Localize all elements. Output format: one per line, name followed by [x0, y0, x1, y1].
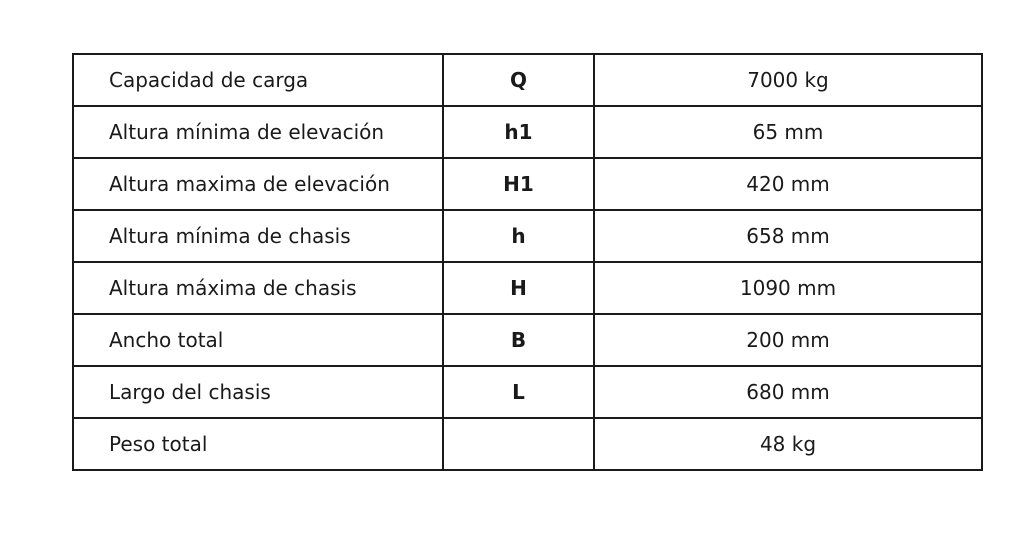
spec-label: Ancho total: [73, 314, 443, 366]
table-row: [73, 106, 982, 158]
table-row: [73, 418, 982, 470]
spec-value: 7000 kg: [594, 54, 982, 106]
spec-value: 658 mm: [594, 210, 982, 262]
spec-label: Peso total: [73, 418, 443, 470]
spec-label: Largo del chasis: [73, 366, 443, 418]
spec-symbol: B: [443, 314, 594, 366]
table-row: [73, 158, 982, 210]
spec-value: 65 mm: [594, 106, 982, 158]
spec-symbol: H: [443, 262, 594, 314]
spec-label: Capacidad de carga: [73, 54, 443, 106]
spec-symbol: Q: [443, 54, 594, 106]
spec-value: 200 mm: [594, 314, 982, 366]
spec-value: 1090 mm: [594, 262, 982, 314]
spec-symbol: [443, 418, 594, 470]
table-row: [73, 366, 982, 418]
table-row: [73, 314, 982, 366]
spec-symbol: h1: [443, 106, 594, 158]
spec-label: Altura mínima de elevación: [73, 106, 443, 158]
spec-label: Altura máxima de chasis: [73, 262, 443, 314]
spec-symbol: H1: [443, 158, 594, 210]
spec-symbol: L: [443, 366, 594, 418]
spec-value: 48 kg: [594, 418, 982, 470]
table-row: [73, 54, 982, 106]
spec-value: 420 mm: [594, 158, 982, 210]
table-row: [73, 210, 982, 262]
table-row: [73, 262, 982, 314]
spec-symbol: h: [443, 210, 594, 262]
specifications-table: [72, 53, 983, 471]
spec-label: Altura mínima de chasis: [73, 210, 443, 262]
spec-label: Altura maxima de elevación: [73, 158, 443, 210]
spec-value: 680 mm: [594, 366, 982, 418]
